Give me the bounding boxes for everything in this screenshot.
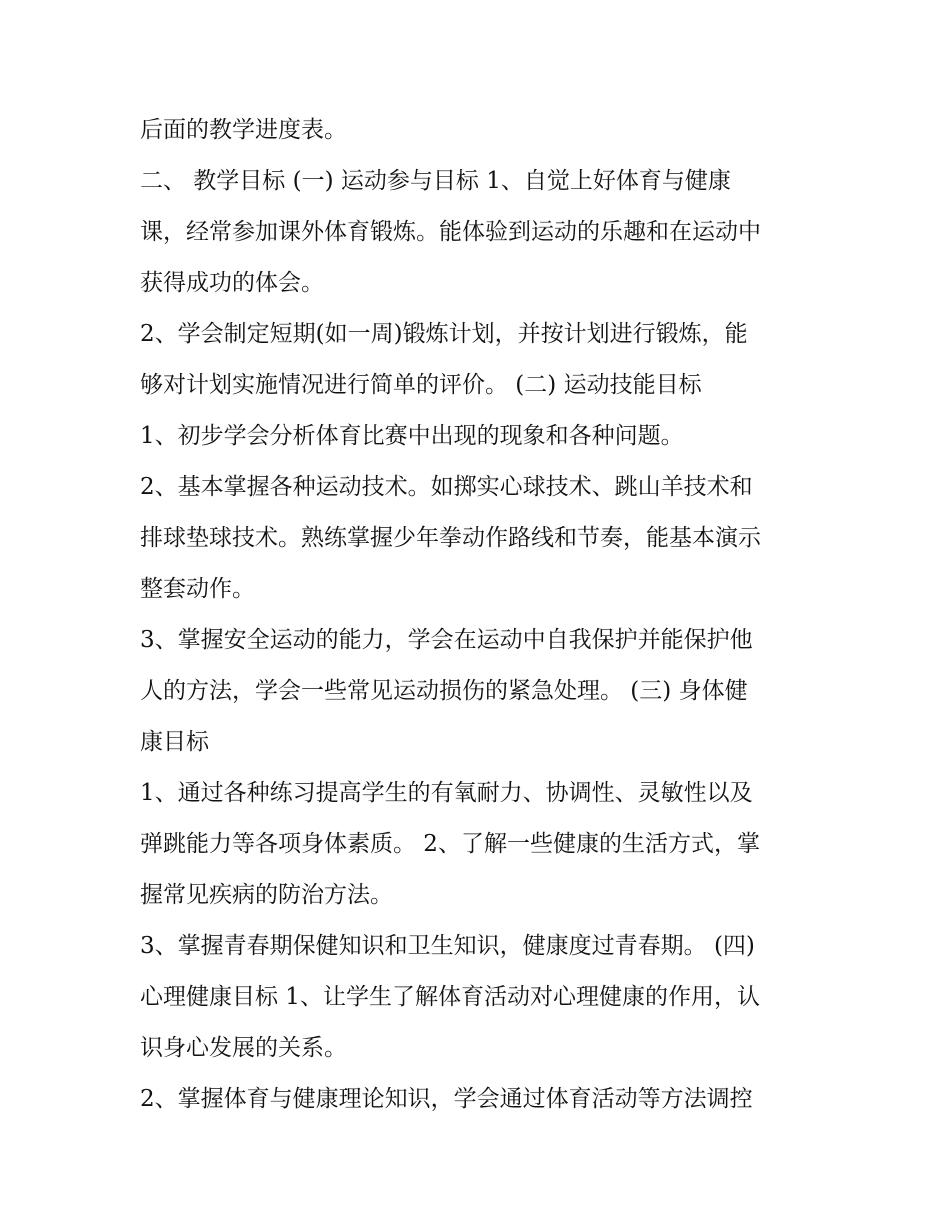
text-line: 识身心发展的关系。 — [140, 1035, 347, 1061]
text-line: 康目标 — [140, 729, 209, 755]
text-line: 2、掌握体育与健康理论知识，学会通过体育活动等方法调控 — [140, 1086, 753, 1112]
text-line: 1、通过各种练习提高学生的有氧耐力、协调性、灵敏性以及 — [140, 780, 753, 806]
text-line: 3、掌握青春期保健知识和卫生知识，健康度过青春期。 (四) — [140, 933, 755, 959]
document-body — [140, 108, 830, 1128]
text-line: 握常见疾病的防治方法。 — [140, 882, 393, 908]
text-line: 3、掌握安全运动的能力，学会在运动中自我保护并能保护他 — [140, 627, 753, 653]
text-line: 2、基本掌握各种运动技术。如掷实心球技术、跳山羊技术和 — [140, 474, 753, 500]
text-line: 整套动作。 — [140, 576, 255, 602]
text-line: 2、学会制定短期(如一周)锻炼计划，并按计划进行锻炼，能 — [140, 321, 748, 347]
text-line: 弹跳能力等各项身体素质。 2、了解一些健康的生活方式，掌 — [140, 831, 760, 857]
text-line: 排球垫球技术。熟练掌握少年拳动作路线和节奏，能基本演示 — [140, 525, 761, 551]
text-line: 心理健康目标 1、让学生了解体育活动对心理健康的作用，认 — [140, 984, 760, 1010]
text-line: 1、初步学会分析体育比赛中出现的现象和各种问题。 — [140, 423, 684, 449]
text-line: 够对计划实施情况进行简单的评价。 (二) 运动技能目标 — [140, 372, 702, 398]
text-line: 二、 教学目标 (一) 运动参与目标 1、自觉上好体育与健康 — [140, 168, 731, 194]
text-line: 后面的教学进度表。 — [140, 117, 347, 143]
text-line: 获得成功的体会。 — [140, 270, 324, 296]
text-line: 人的方法，学会一些常见运动损伤的紧急处理。 (三) 身体健 — [140, 678, 748, 704]
text-line: 课，经常参加课外体育锻炼。能体验到运动的乐趣和在运动中 — [140, 219, 761, 245]
